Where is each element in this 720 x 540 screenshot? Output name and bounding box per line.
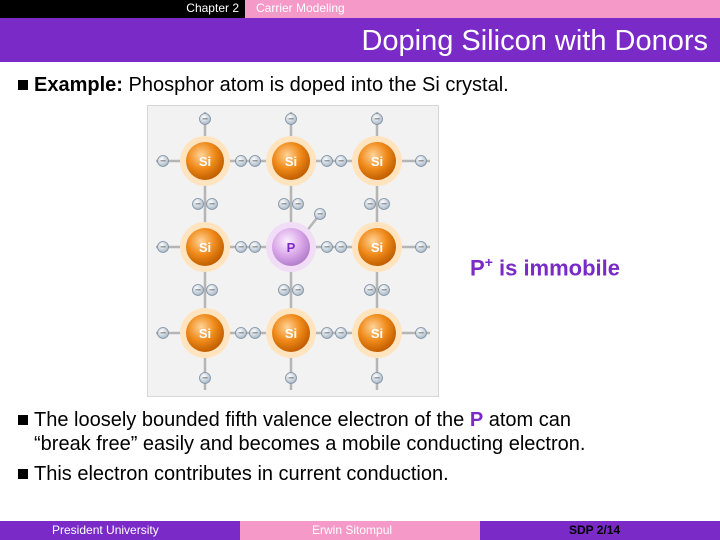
silicon-atom-label: Si [198, 326, 212, 341]
electron-charge-label: − [294, 285, 302, 295]
topic-label: Carrier Modeling [256, 1, 345, 15]
electron-charge-label: − [337, 328, 345, 338]
p-ion-callout [470, 254, 620, 281]
silicon-atom-label: Si [370, 240, 384, 255]
electron-charge-label: − [417, 328, 425, 338]
electron-charge-label: − [380, 199, 388, 209]
silicon-lattice-figure [147, 105, 439, 397]
electron-charge-label: − [280, 285, 288, 295]
electron-charge-label: − [323, 328, 331, 338]
footer-right [480, 521, 720, 540]
topic-bar [245, 0, 720, 18]
bullet2-p-symbol: P [469, 409, 484, 431]
lattice-svg [148, 106, 438, 396]
electron-charge-label: − [323, 156, 331, 166]
electron-charge-label: − [194, 285, 202, 295]
electron-charge-label: − [159, 328, 167, 338]
electron-charge-label: − [194, 199, 202, 209]
title-bar [0, 18, 720, 62]
electron-charge-label: − [237, 242, 245, 252]
bullet2-line2: “break free” easily and becomes a mobile conducting electron. [34, 433, 586, 455]
footer-institution: President University [52, 523, 159, 537]
silicon-atom-label: Si [198, 240, 212, 255]
electron-charge-label: − [201, 373, 209, 383]
phosphorus-atom-label: P [286, 240, 296, 255]
electron-charge-label: − [208, 199, 216, 209]
electron-charge-label: − [337, 242, 345, 252]
electron-charge-label: − [201, 114, 209, 124]
electron-charge-label: − [380, 285, 388, 295]
electron-charge-label: − [237, 328, 245, 338]
example-text: Phosphor atom is doped into the Si crystal. [122, 74, 509, 96]
electron-charge-label: − [373, 114, 381, 124]
electron-charge-label: − [287, 114, 295, 124]
silicon-atom-label: Si [370, 326, 384, 341]
bullet-icon [18, 469, 28, 479]
electron-charge-label: − [337, 156, 345, 166]
bullet-icon [18, 80, 28, 90]
electron-charge-label: − [366, 285, 374, 295]
footer-center [240, 521, 480, 540]
footer-author: Erwin Sitompul [312, 523, 393, 537]
electron-charge-label: − [280, 199, 288, 209]
electron-charge-label: − [294, 199, 302, 209]
footer-left [0, 521, 240, 540]
footer-page: SDP 2/14 [569, 523, 621, 537]
silicon-atom-label: Si [370, 154, 384, 169]
silicon-atom-label: Si [284, 154, 298, 169]
p-ion-charge: + [484, 254, 493, 270]
electron-charge-label: − [251, 328, 259, 338]
bullet2-text-b: atom can [483, 409, 572, 431]
electron-charge-label: − [323, 242, 331, 252]
electron-charge-label: − [316, 209, 324, 219]
electron-charge-label: − [373, 373, 381, 383]
electron-charge-label: − [159, 156, 167, 166]
example-line [34, 74, 509, 97]
electron-charge-label: − [237, 156, 245, 166]
p-ion-text: is immobile [492, 255, 621, 281]
electron-charge-label: − [251, 242, 259, 252]
example-label: Example: [34, 74, 123, 96]
bullet2-line1 [34, 409, 571, 432]
electron-charge-label: − [366, 199, 374, 209]
electron-charge-label: − [287, 373, 295, 383]
silicon-atom-label: Si [284, 326, 298, 341]
electron-charge-label: − [159, 242, 167, 252]
electron-charge-label: − [417, 242, 425, 252]
bullet2-text-a: The loosely bounded fifth valence electron of the [34, 409, 470, 431]
p-ion-symbol: P [470, 255, 485, 281]
silicon-atom-label: Si [198, 154, 212, 169]
electron-charge-label: − [208, 285, 216, 295]
electron-charge-label: − [251, 156, 259, 166]
slide-title: Doping Silicon with Donors [361, 25, 708, 57]
bullet-icon [18, 415, 28, 425]
bullet3-text: This electron contributes in current conduction. [34, 463, 449, 485]
chapter-bar [0, 0, 245, 18]
chapter-label: Chapter 2 [186, 1, 239, 15]
electron-charge-label: − [417, 156, 425, 166]
